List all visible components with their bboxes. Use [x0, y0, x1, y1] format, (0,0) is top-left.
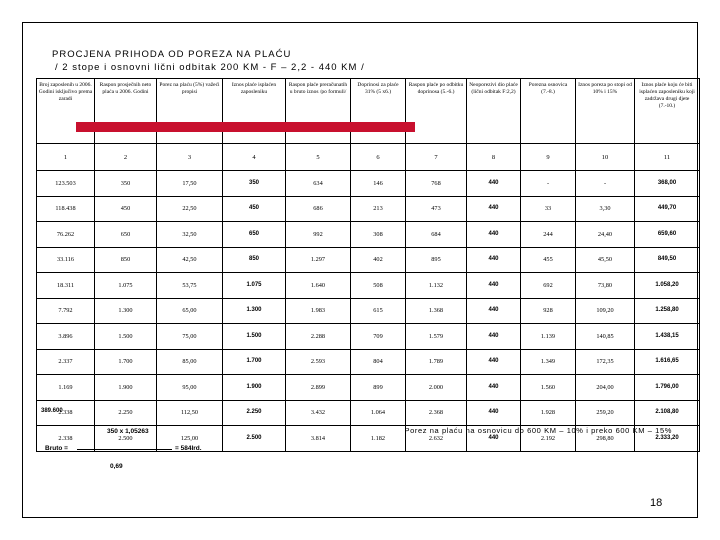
table-cell: 1.064: [351, 400, 406, 426]
table-cell: 1.258,80: [635, 298, 700, 324]
table-cell: 450: [223, 196, 286, 222]
table-cell: 440: [467, 298, 521, 324]
table-row: [37, 400, 700, 426]
column-header: Neoporezivi dio plaće (lični odbitak F:2,2): [467, 79, 521, 144]
table-cell: 123.503: [37, 171, 95, 197]
table-cell: 440: [467, 196, 521, 222]
table-cell: 172,35: [576, 349, 635, 375]
table-cell: 402: [351, 247, 406, 273]
table-cell: 1.616,65: [635, 349, 700, 375]
column-header: Porez na plaću (5%) važeći propisi: [157, 79, 223, 144]
column-header: Porezna osnovica (7.-8.): [521, 79, 576, 144]
table-cell: 2.338: [37, 426, 95, 452]
calc-label: Bruto =: [45, 445, 68, 452]
table-row: [37, 196, 700, 222]
table-cell: 1.700: [95, 349, 157, 375]
calc-result: = 584Ird.: [175, 445, 202, 452]
column-header: Iznos plaće isplaćen zaposleniku: [223, 79, 286, 144]
table-cell: 440: [467, 324, 521, 350]
fraction-line: [77, 449, 172, 450]
table-row: [37, 324, 700, 350]
table-cell: 3.896: [37, 324, 95, 350]
table-cell: 440: [467, 273, 521, 299]
table-cell: 1.182: [351, 426, 406, 452]
table-cell: 1.169: [37, 375, 95, 401]
column-header: Broj zaposlenih u 2006. Godini isključivo prema zaradi: [37, 79, 95, 144]
table-cell: 440: [467, 426, 521, 452]
table-cell: 455: [521, 247, 576, 273]
table-cell: 1.796,00: [635, 375, 700, 401]
table-cell: 1.700: [223, 349, 286, 375]
table-cell: 118.438: [37, 196, 95, 222]
table-cell: 32,50: [157, 222, 223, 248]
table-cell: 709: [351, 324, 406, 350]
table-cell: 1.075: [223, 273, 286, 299]
table-cell: 75,00: [157, 324, 223, 350]
column-index: 3: [157, 144, 223, 171]
column-index: 9: [521, 144, 576, 171]
calc-divisor: 0,69: [110, 463, 123, 470]
table-cell: 1.139: [521, 324, 576, 350]
table-cell: -: [521, 171, 576, 197]
table-cell: 440: [467, 375, 521, 401]
table-cell: 112,50: [157, 400, 223, 426]
title-line-2: / 2 stope i osnovni lični odbitak 200 KM - F – 2,2 - 440 KM /: [55, 62, 365, 73]
column-index: 1: [37, 144, 95, 171]
table-cell: 146: [351, 171, 406, 197]
table-cell: 2.593: [286, 349, 351, 375]
table-cell: 686: [286, 196, 351, 222]
table-cell: 2.108,80: [635, 400, 700, 426]
table-cell: 1.640: [286, 273, 351, 299]
table-cell: 2.899: [286, 375, 351, 401]
table-cell: 22,50: [157, 196, 223, 222]
table-cell: 1.132: [406, 273, 467, 299]
table-cell: 73,80: [576, 273, 635, 299]
table-cell: 2.333,20: [635, 426, 700, 452]
column-index: 4: [223, 144, 286, 171]
table-cell: 692: [521, 273, 576, 299]
table-cell: 65,00: [157, 298, 223, 324]
index-row: [37, 144, 700, 171]
tax-revenue-table: [36, 78, 700, 452]
table-cell: 928: [521, 298, 576, 324]
table-cell: 33: [521, 196, 576, 222]
table-row: [37, 247, 700, 273]
total-employees: 389.600: [41, 408, 63, 414]
table-cell: 2.288: [286, 324, 351, 350]
column-index: 7: [406, 144, 467, 171]
table-cell: 804: [351, 349, 406, 375]
table-cell: 18.311: [37, 273, 95, 299]
table-cell: 2.337: [37, 349, 95, 375]
column-index: 11: [635, 144, 700, 171]
table-cell: 1.297: [286, 247, 351, 273]
table-cell: 850: [223, 247, 286, 273]
table-cell: 350: [95, 171, 157, 197]
table-cell: 1.349: [521, 349, 576, 375]
table-cell: 45,50: [576, 247, 635, 273]
table-cell: 2.338: [37, 400, 95, 426]
table-cell: 3,30: [576, 196, 635, 222]
column-header: Iznos plaće koju će biti isplaćen zaposleniku koji zadržava drugi djete (7.-10.): [635, 79, 700, 144]
table-cell: 298,80: [576, 426, 635, 452]
table-cell: 1.500: [223, 324, 286, 350]
table-cell: 473: [406, 196, 467, 222]
column-index: 10: [576, 144, 635, 171]
table-cell: 440: [467, 222, 521, 248]
table-cell: 1.368: [406, 298, 467, 324]
table-cell: 850: [95, 247, 157, 273]
table-cell: 244: [521, 222, 576, 248]
table-cell: 849,50: [635, 247, 700, 273]
table-cell: 368,00: [635, 171, 700, 197]
header-row: [37, 79, 700, 144]
table-cell: 508: [351, 273, 406, 299]
table-row: [37, 171, 700, 197]
table-cell: 684: [406, 222, 467, 248]
table-cell: 2.192: [521, 426, 576, 452]
column-index: 2: [95, 144, 157, 171]
table-cell: 659,60: [635, 222, 700, 248]
table-cell: 1.560: [521, 375, 576, 401]
table-cell: 7.792: [37, 298, 95, 324]
table-cell: 2.250: [223, 400, 286, 426]
table-cell: 33.116: [37, 247, 95, 273]
table-cell: 1.058,20: [635, 273, 700, 299]
page-number: 18: [650, 497, 663, 509]
table-cell: 440: [467, 247, 521, 273]
table-cell: 1.928: [521, 400, 576, 426]
column-header: Raspon plaće preračunatih u bruto iznos /po formuli/: [286, 79, 351, 144]
table-cell: 449,70: [635, 196, 700, 222]
table-cell: 125,00: [157, 426, 223, 452]
table-row: [37, 375, 700, 401]
table-cell: 213: [351, 196, 406, 222]
table-row: [37, 273, 700, 299]
table-cell: 1.300: [223, 298, 286, 324]
calc-multiplier: 350 x 1,05263: [107, 428, 149, 435]
table-cell: 440: [467, 171, 521, 197]
table-row: [37, 222, 700, 248]
table-cell: 2.500: [95, 426, 157, 452]
table-cell: 3.432: [286, 400, 351, 426]
table-cell: 650: [95, 222, 157, 248]
table-cell: 1.500: [95, 324, 157, 350]
table-cell: 140,85: [576, 324, 635, 350]
table-cell: 1.900: [95, 375, 157, 401]
table-cell: 76.262: [37, 222, 95, 248]
table-cell: 17,50: [157, 171, 223, 197]
table-cell: 53,75: [157, 273, 223, 299]
column-index: 6: [351, 144, 406, 171]
table-cell: 615: [351, 298, 406, 324]
table-cell: 450: [95, 196, 157, 222]
table-cell: 1.579: [406, 324, 467, 350]
table-cell: 1.300: [95, 298, 157, 324]
table-cell: 650: [223, 222, 286, 248]
table-cell: 95,00: [157, 375, 223, 401]
table-cell: 3.814: [286, 426, 351, 452]
table-cell: 1.983: [286, 298, 351, 324]
column-header: Doprinosi za plaće 31% (5 x6.): [351, 79, 406, 144]
table-cell: 634: [286, 171, 351, 197]
table-cell: 2.250: [95, 400, 157, 426]
table-cell: 2.500: [223, 426, 286, 452]
column-header: Raspon prosječnih neto plaća u 2006. Godini: [95, 79, 157, 144]
table-cell: 24,40: [576, 222, 635, 248]
table-row: [37, 349, 700, 375]
table-cell: 1.438,15: [635, 324, 700, 350]
table-cell: 350: [223, 171, 286, 197]
table-cell: 899: [351, 375, 406, 401]
column-header: Raspon plaće po odbitku doprinosa (5.-6.): [406, 79, 467, 144]
table-cell: 440: [467, 349, 521, 375]
table-cell: 2.000: [406, 375, 467, 401]
table-cell: 895: [406, 247, 467, 273]
table-cell: 992: [286, 222, 351, 248]
column-index: 8: [467, 144, 521, 171]
tax-rate-note: Porez na plaću na osnovicu do 600 KM – 10% i preko 600 KM – 15%: [404, 426, 672, 435]
table-cell: 42,50: [157, 247, 223, 273]
column-index: 5: [286, 144, 351, 171]
table-cell: 1.075: [95, 273, 157, 299]
table-cell: 109,20: [576, 298, 635, 324]
table-cell: 768: [406, 171, 467, 197]
title-line-1: PROCJENA PRIHODA OD POREZA NA PLAĆU: [52, 49, 292, 60]
table-cell: 1.900: [223, 375, 286, 401]
table-cell: -: [576, 171, 635, 197]
table-cell: 259,20: [576, 400, 635, 426]
table-cell: 2.368: [406, 400, 467, 426]
column-header: Iznos poreza po stopi od 10% i 15%: [576, 79, 635, 144]
table-row: [37, 298, 700, 324]
table-cell: 440: [467, 400, 521, 426]
table-cell: 204,00: [576, 375, 635, 401]
highlight-bar: [76, 122, 415, 132]
table-cell: 85,00: [157, 349, 223, 375]
table-cell: 1.789: [406, 349, 467, 375]
table-cell: 2.632: [406, 426, 467, 452]
table-cell: 308: [351, 222, 406, 248]
